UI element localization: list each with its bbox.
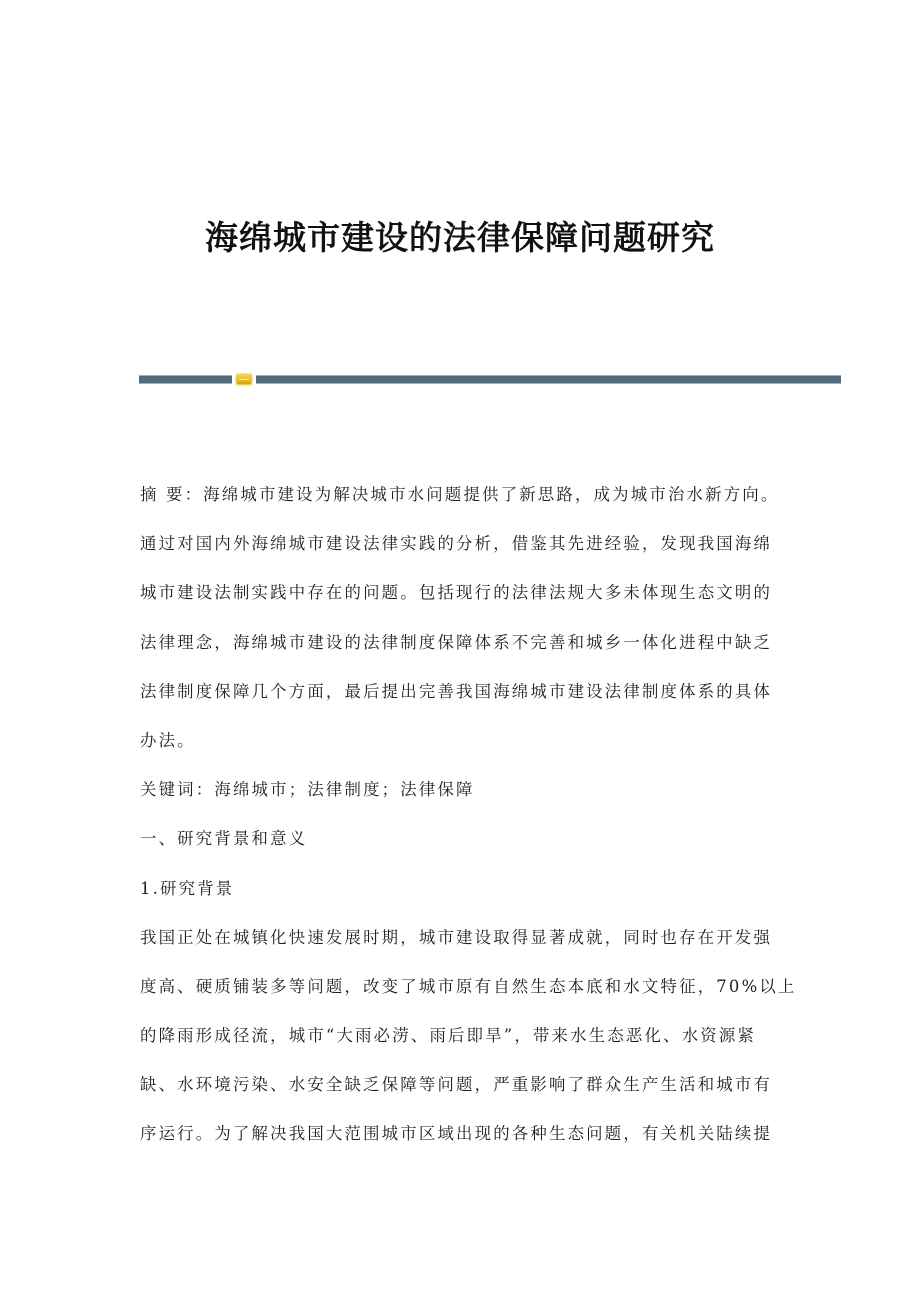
abstract-line: 办法。 [140, 730, 196, 750]
paragraph-line: 我国正处在城镇化快速发展时期，城市建设取得显著成就，同时也存在开发强 [140, 927, 773, 947]
abstract-line: 通过对国内外海绵城市建设法律实践的分析，借鉴其先进经验，发现我国海绵 [140, 534, 773, 554]
paragraph [140, 913, 797, 1159]
keywords: 关键词：海绵城市；法律制度；法律保障 [140, 780, 475, 800]
paragraph-line: 度高、硬质铺装多等问题，改变了城市原有自然生态本底和水文特征，70%以上 [140, 976, 797, 996]
divider-bar-right [256, 375, 841, 384]
abstract-line: 法律制度保障几个方面，最后提出完善我国海绵城市建设法律制度体系的具体 [140, 681, 773, 701]
paragraph-line: 缺、水环境污染、水安全缺乏保障等问题，严重影响了群众生产生活和城市有 [140, 1075, 773, 1095]
divider-ornament-icon [236, 374, 252, 385]
paragraph-line: 序运行。为了解决我国大范围城市区域出现的各种生态问题，有关机关陆续提 [140, 1124, 773, 1144]
divider-bar-left [139, 375, 232, 384]
subsection-heading: 1.研究背景 [140, 878, 235, 898]
section-heading: 一、研究背景和意义 [140, 829, 308, 849]
paragraph-line: 的降雨形成径流，城市“大雨必涝、雨后即旱”，带来水生态恶化、水资源紧 [140, 1026, 757, 1046]
abstract-line: 城市建设法制实践中存在的问题。包括现行的法律法规大多未体现生态文明的 [140, 583, 773, 603]
abstract-line: 法律理念，海绵城市建设的法律制度保障体系不完善和城乡一体化进程中缺乏 [140, 632, 773, 652]
abstract [140, 470, 780, 765]
abstract-line: 摘 要：海绵城市建设为解决城市水问题提供了新思路，成为城市治水新方向。 [140, 485, 780, 504]
title-divider [139, 375, 841, 384]
document-title: 海绵城市建设的法律保障问题研究 [205, 218, 715, 257]
document-body [140, 470, 797, 1159]
